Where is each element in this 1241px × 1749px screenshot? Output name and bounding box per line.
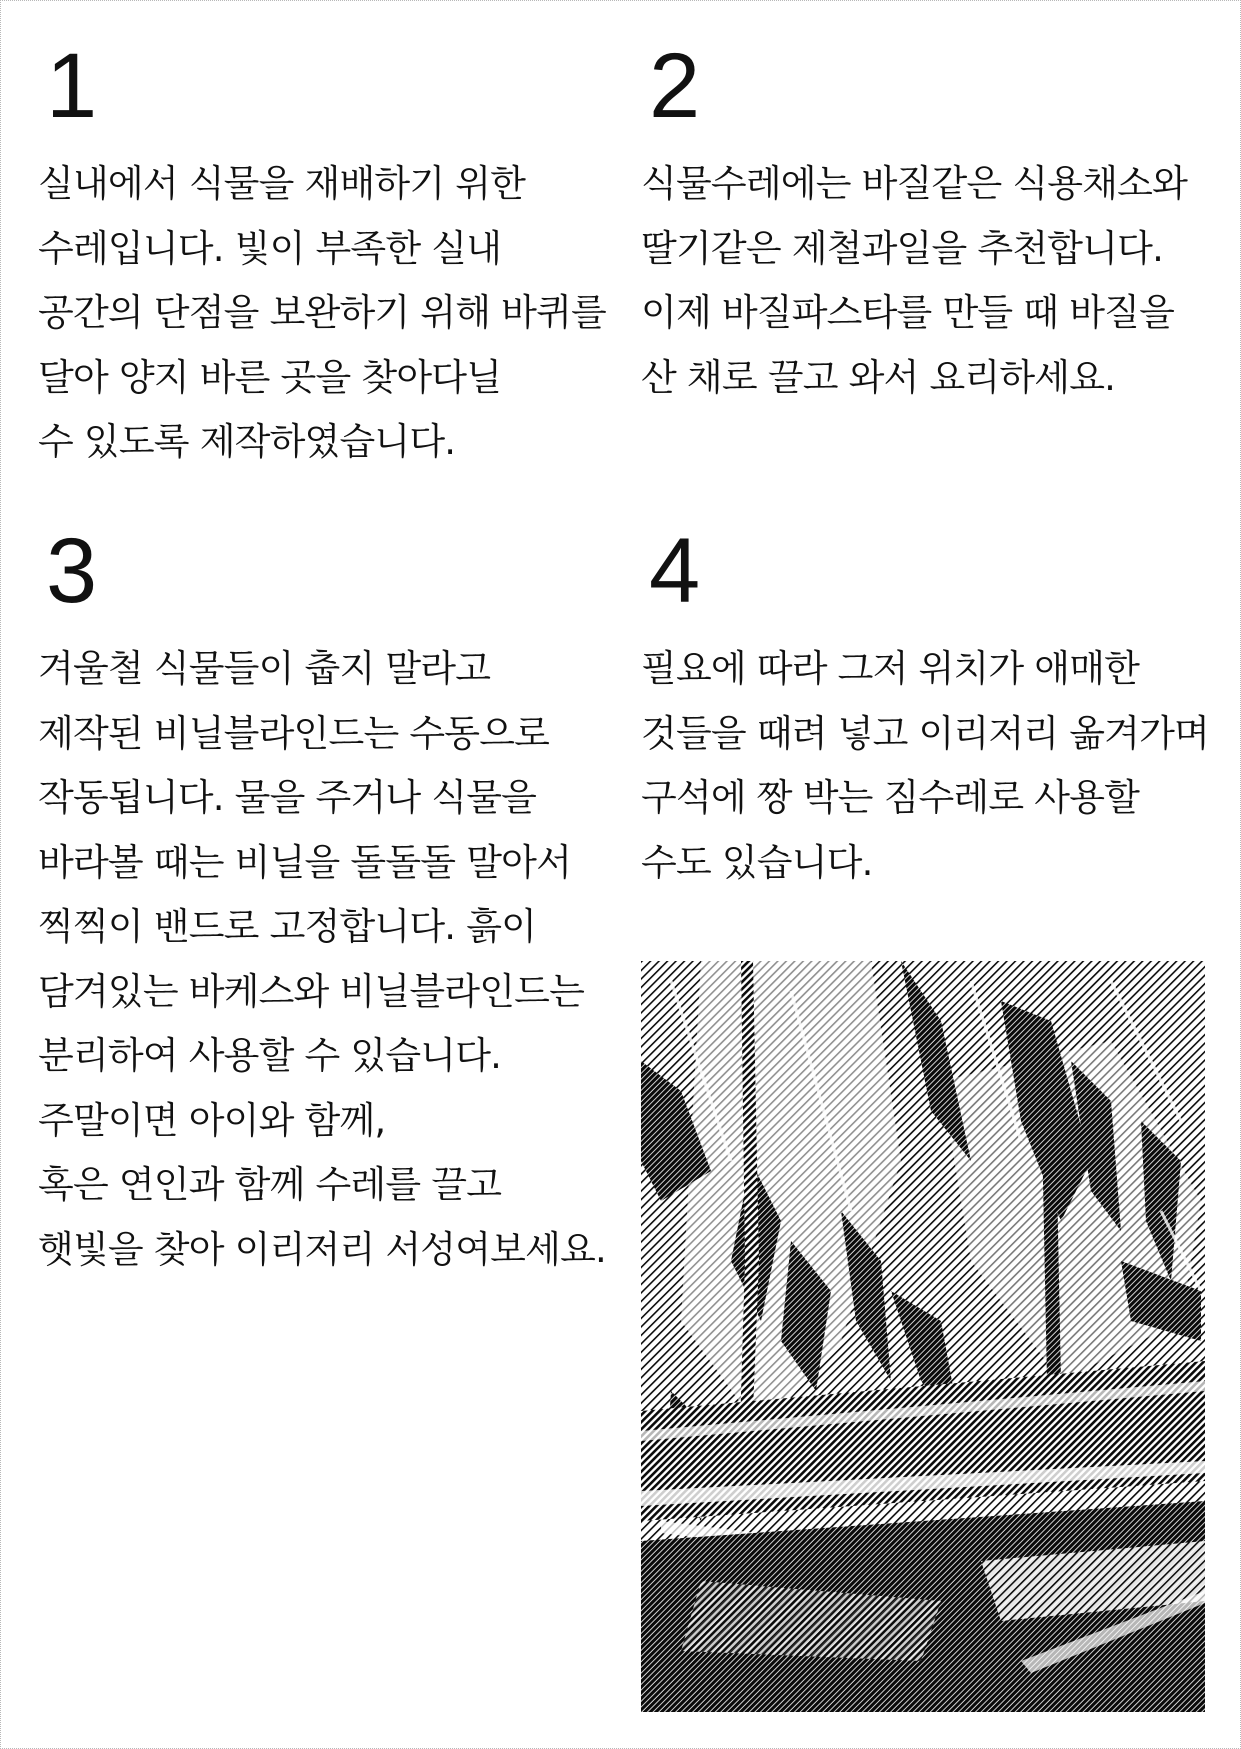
section-1 [38,36,608,475]
section-number: 4 [649,520,700,622]
section-number: 2 [649,35,700,137]
section-3 [38,521,608,1282]
section-text: 필요에 따라 그저 위치가 애매한 것들을 때려 넣고 이리저리 옮겨가며 구석에 짱 박는 짐수레로 사용할 수도 있습니다. [641,647,1209,884]
section-text: 겨울철 식물들이 춥지 말라고 제작된 비닐블라인드는 수동으로 작동됩니다. 물을 주거나 식물을 바라볼 때는 비닐을 돌돌돌 말아서 찍찍이 밴드로 고정합니다. 흙이 담겨있는 바케스와 비닐블라인드는 분리하여 사용할 수 있습니다. 주말이면 아이와 함께, 혹은 연인과 함께 수레를 끌고 햇빛을 찾아 이리저리 서성여보세요. [38,647,606,1271]
section-text: 실내에서 식물을 재배하기 위한 수레입니다. 빛이 부족한 실내 공간의 단점을 보완하기 위해 바퀴를 달아 양지 바른 곳을 찾아다닐 수 있도록 제작하였습니다. [38,162,606,463]
section-number: 3 [46,520,97,622]
section-text: 식물수레에는 바질같은 식용채소와 딸기같은 제철과일을 추천합니다. 이제 바질파스타를 만들 때 바질을 산 채로 끌고 와서 요리하세요. [641,162,1188,399]
section-4 [641,521,1211,895]
section-number: 1 [46,35,97,137]
plant-cart-photo [641,961,1205,1712]
section-2 [641,36,1211,410]
